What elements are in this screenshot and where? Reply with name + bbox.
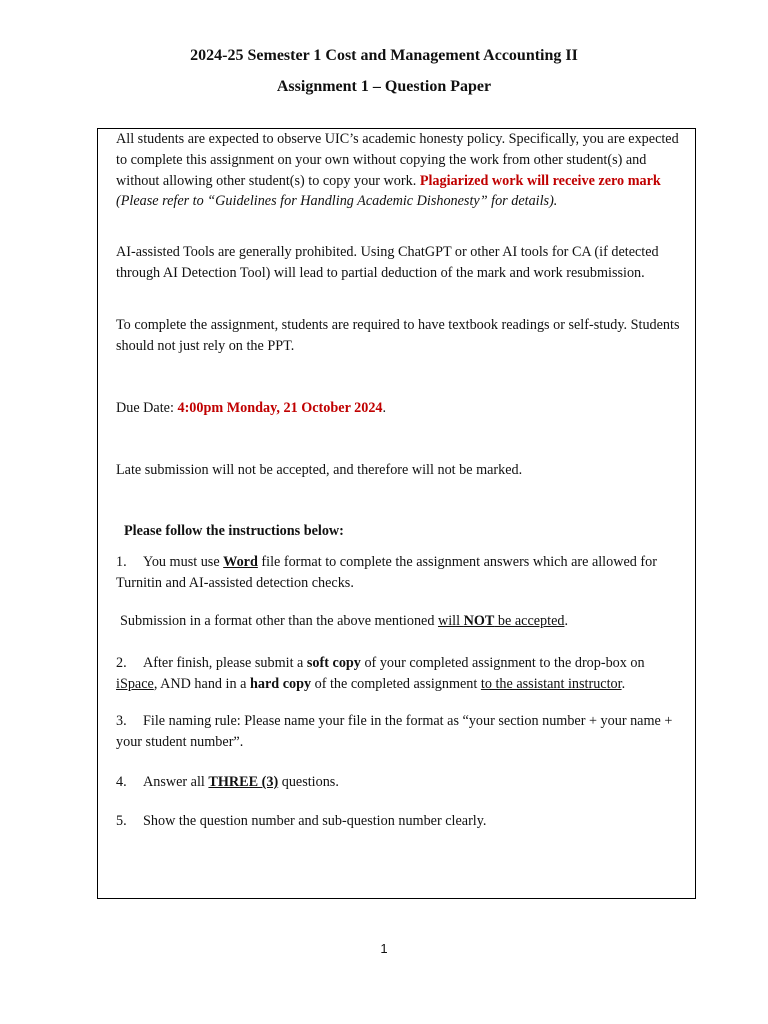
honesty-paragraph [116, 129, 680, 212]
document-title: 2024-25 Semester 1 Cost and Management Accounting II [190, 47, 578, 64]
format-note-accepted: be accepted [494, 613, 565, 629]
instruction-1-text-a: You must use [143, 554, 224, 570]
instruction-2-text-d: of the completed assignment [311, 675, 481, 692]
format-note-not: NOT [463, 613, 495, 629]
instruction-1-number: 1. [116, 554, 127, 570]
word-format-emphasis: Word [223, 554, 258, 570]
instruction-4 [116, 772, 680, 793]
instruction-3 [116, 711, 680, 753]
instruction-3-text: File naming rule: Please name your file in the format as “your section number + your name + your student number”. [116, 713, 673, 750]
format-note-end: . [564, 613, 569, 629]
due-date-label: Due Date: [116, 400, 178, 416]
instruction-4-text-b: questions. [278, 774, 339, 790]
instruction-1 [116, 552, 680, 594]
hard-copy-emphasis: hard copy [249, 675, 312, 692]
reading-paragraph: To complete the assignment, students are required to have textbook readings or self-study. Students should not just rely on the PPT. [116, 317, 680, 354]
ai-tools-paragraph: AI-assisted Tools are generally prohibited. Using ChatGPT or other AI tools for CA (if detected through AI Detection Tool) will lead to partial deduction of the mark and work resubmission. [116, 244, 659, 281]
instruction-2-end: . [621, 675, 626, 692]
instruction-1-format-note [120, 611, 684, 632]
soft-copy-emphasis: soft copy [306, 655, 361, 671]
plagiarism-warning: Plagiarized work will receive zero mark [419, 172, 661, 189]
instruction-2-text-a: After finish, please submit a [143, 655, 307, 671]
instructions-heading: Please follow the instructions below: [124, 523, 344, 539]
instruction-5-number: 5. [116, 813, 127, 829]
instruction-2-text-b: of your completed assignment to the drop-box on [360, 655, 645, 671]
assistant-instructor-reference: to the assistant instructor [480, 675, 622, 692]
document-subtitle: Assignment 1 – Question Paper [276, 78, 492, 95]
instruction-2-text-c: , AND hand in a [153, 675, 250, 692]
due-date-end: . [382, 400, 387, 416]
due-date-value: 4:00pm Monday, 21 October 2024 [177, 400, 383, 416]
instruction-2-number: 2. [116, 655, 127, 671]
instruction-1-text-b: file format to complete the assignment answers which are allowed for Turnitin and AI-assisted detection checks. [116, 554, 657, 591]
page-number: 1 [380, 941, 388, 956]
instruction-4-number: 4. [116, 774, 127, 790]
instruction-4-text-a: Answer all [143, 774, 209, 790]
honesty-text: All students are expected to observe UIC’s academic honesty policy. Specifically, you are expected to complete this assignment on your own without copying the work from other student(s) and without allowing other student(s) to copy your work. [116, 131, 679, 189]
late-submission-paragraph: Late submission will not be accepted, and therefore will not be marked. [116, 462, 523, 478]
due-date-paragraph [116, 398, 680, 419]
guidelines-reference: (Please refer to “Guidelines for Handling Academic Dishonesty” for details). [116, 193, 558, 210]
format-note-text: Submission in a format other than the above mentioned [120, 613, 438, 629]
format-note-will: will [437, 613, 464, 629]
instruction-3-number: 3. [116, 713, 127, 729]
three-questions-emphasis: THREE (3) [208, 774, 279, 790]
ispace-reference: iSpace [116, 675, 154, 692]
instruction-5-text: Show the question number and sub-question number clearly. [143, 813, 487, 829]
instruction-2 [116, 653, 680, 695]
instruction-5 [116, 811, 680, 832]
